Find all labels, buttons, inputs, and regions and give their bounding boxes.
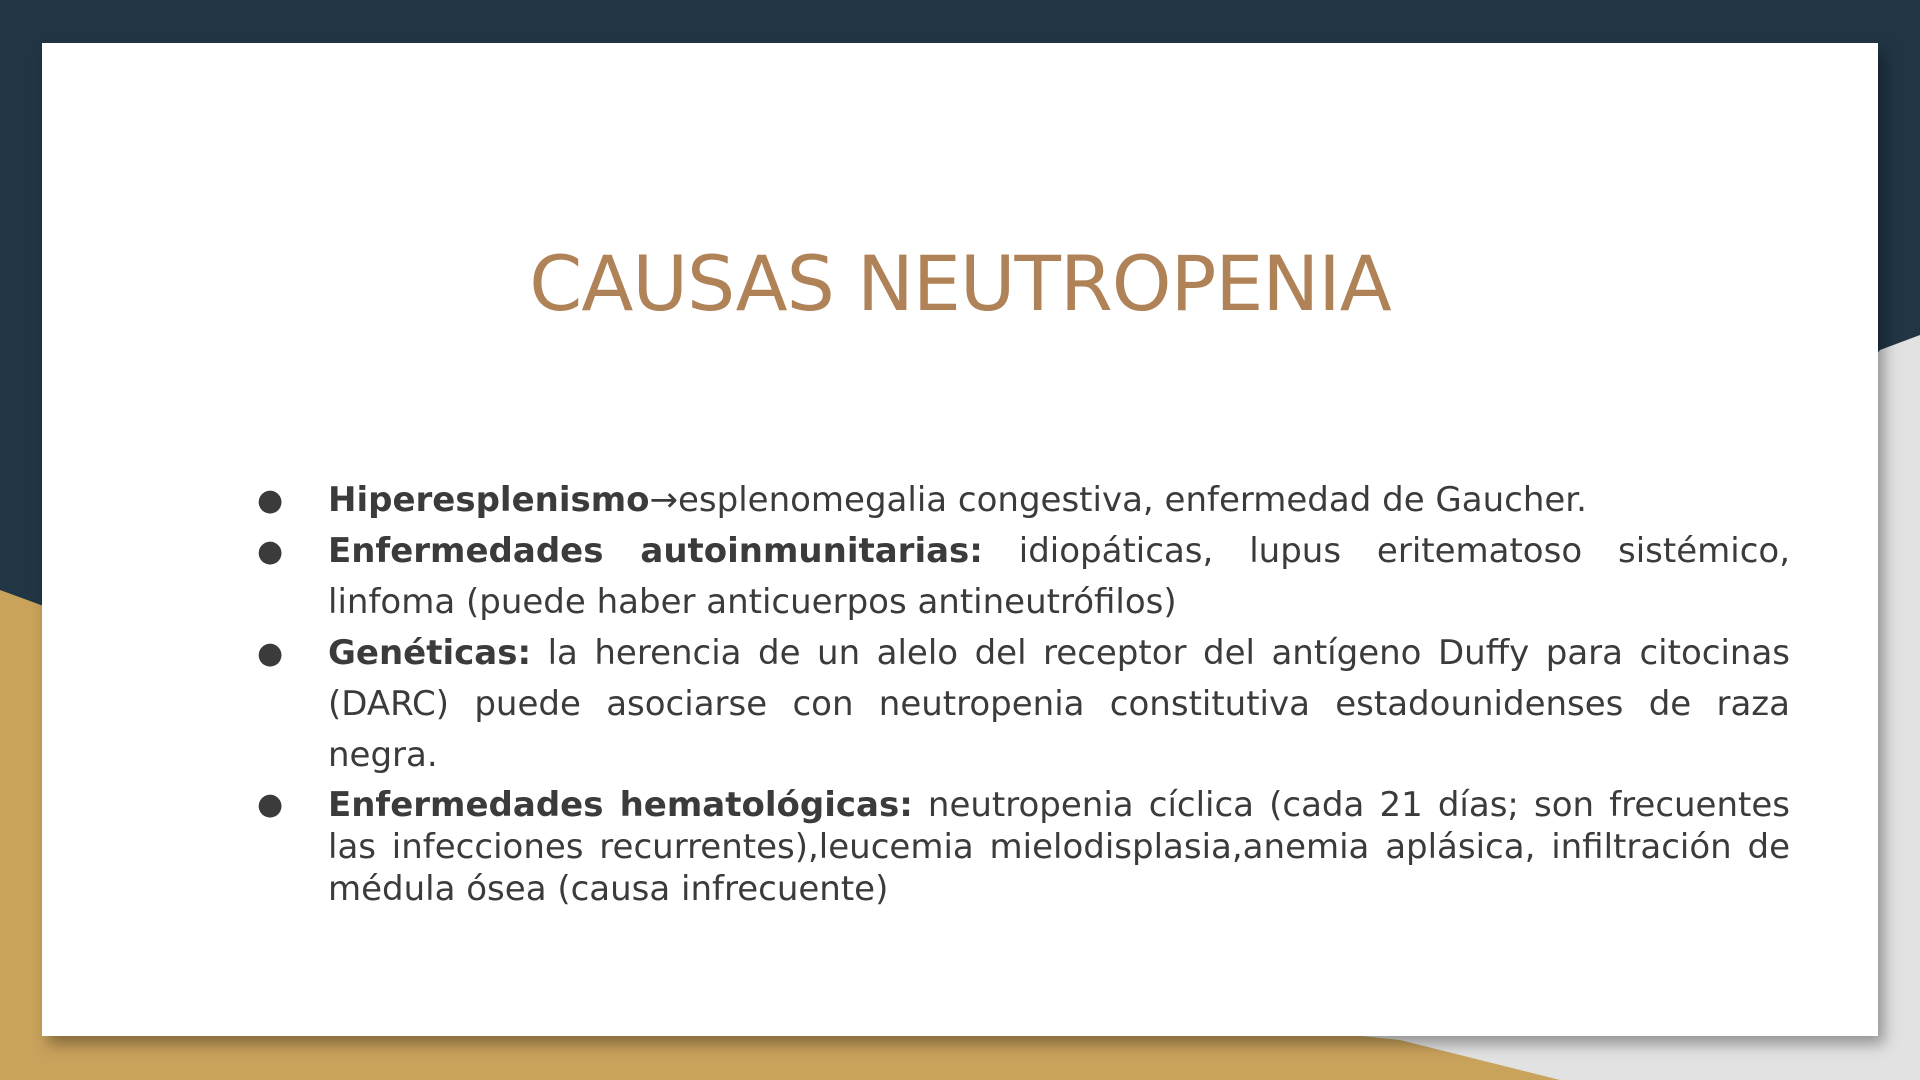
bullet-list: [257, 475, 1791, 910]
bullet-item-autoinmunitarias: [257, 526, 1791, 628]
slide-title: CAUSAS NEUTROPENIA: [529, 239, 1391, 328]
bullet-text: idiopáticas, lupus eritematoso sistémico, linfoma (puede haber anticuerpos antineutrófilos): [328, 531, 1791, 622]
bullet-item-geneticas: [257, 628, 1790, 781]
bullet-text: →esplenomegalia congestiva, enfermedad de Gaucher.: [649, 480, 1587, 520]
slide-card: [42, 43, 1878, 1036]
bullet-icon: ●: [257, 787, 284, 822]
bullet-icon: ●: [257, 636, 284, 671]
bullet-heading: Enfermedades hematológicas:: [328, 785, 913, 825]
bullet-item-hematologicas: [257, 784, 1790, 910]
bullet-text: neutropenia cíclica (cada 21 días; son frecuentes las infecciones recurrentes),leucemia mielodisplasia,anemia aplásica, infiltración de médula ósea (causa infrecuente): [328, 785, 1790, 909]
bullet-item-hiperesplenismo: [257, 475, 1790, 526]
bullet-heading: Genéticas:: [328, 633, 532, 673]
bullet-heading: Hiperesplenismo: [328, 480, 650, 520]
bullet-icon: ●: [257, 483, 284, 518]
bullet-icon: ●: [257, 534, 284, 569]
bullet-text: la herencia de un alelo del receptor del antígeno Duffy para citocinas (DARC) puede asociarse con neutropenia constitutiva estadounidenses de raza negra.: [328, 633, 1790, 775]
bullet-heading: Enfermedades autoinmunitarias:: [328, 531, 983, 571]
